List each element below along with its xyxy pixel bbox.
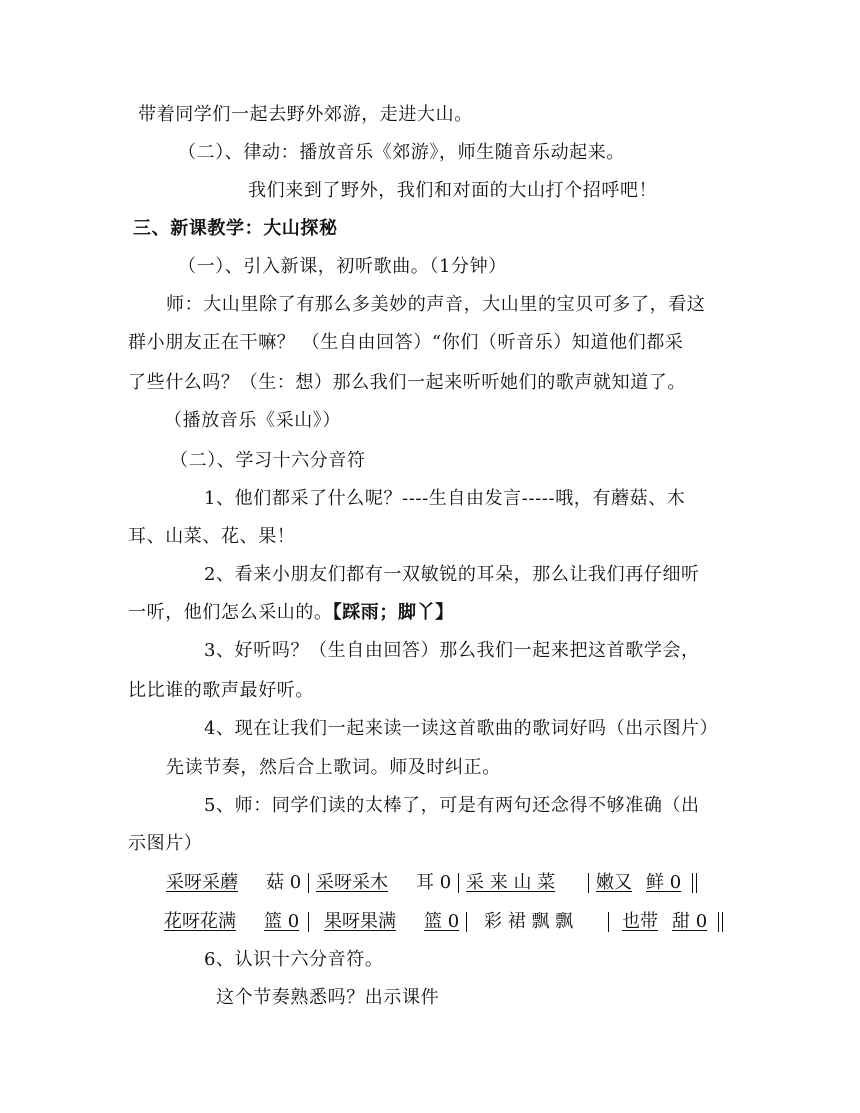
rhythm-note: 鲜 0: [646, 872, 682, 893]
double-bar-line: [692, 873, 697, 893]
bar-line: [608, 912, 609, 932]
text-line: 5、师：同学们读的太棒了，可是有两句还念得不够准确（出: [204, 795, 700, 816]
rhythm-group: 采呀采木: [316, 872, 388, 893]
double-bar-line: [718, 912, 723, 932]
bar-line: [466, 912, 467, 932]
section-heading: 三、新课教学：大山探秘: [133, 218, 338, 239]
rhythm-group: 采 来 山 菜: [466, 872, 556, 893]
text-line: 3、好听吗？（生自由回答）那么我们一起来把这首歌学会，: [204, 640, 700, 661]
text-line: 先读节奏，然后合上歌词。师及时纠正。: [166, 757, 501, 778]
text-line: 2、看来小朋友们都有一双敏锐的耳朵，那么让我们再仔细听: [204, 564, 700, 585]
rhythm-group: 彩 裙 飘 飘: [484, 911, 574, 932]
text-line: 师：大山里除了有那么多美妙的声音，大山里的宝贝可多了，看这: [166, 294, 706, 315]
text-line: （二）、律动：播放音乐《郊游》，师生随音乐动起来。: [178, 142, 625, 163]
rhythm-group: 花呀花满: [164, 911, 236, 932]
bracket-note: 【踩雨；脚丫】: [332, 602, 454, 623]
rhythm-group: 嫩又: [596, 872, 632, 893]
text-line: （二）、学习十六分音符: [170, 450, 366, 471]
rhythm-row-2: [160, 909, 740, 935]
text-line: 6、认识十六分音符。: [204, 949, 384, 970]
text-line: 比比谁的歌声最好听。: [128, 680, 314, 701]
text-line: （一）、引入新课，初听歌曲。（1分钟）: [178, 256, 507, 277]
text-line: 4、现在让我们一起来读一读这首歌曲的歌词好吗（出示图片）: [204, 718, 719, 739]
rhythm-note: 篮 0: [264, 911, 300, 932]
text-line: 这个节奏熟悉吗？出示课件: [216, 987, 440, 1008]
rhythm-group: 也带: [622, 911, 658, 932]
bar-line: [458, 873, 459, 893]
rhythm-note: 篮 0: [424, 911, 460, 932]
rhythm-group: 采呀采蘑: [166, 872, 238, 893]
text-line: 1、他们都采了什么呢？----生自由发言-----哦，有蘑菇、木: [204, 488, 686, 509]
text-span: 一听，他们怎么采山的。: [128, 602, 333, 623]
bar-line: [308, 873, 309, 893]
bar-line: [588, 873, 589, 893]
text-line: 带着同学们一起去野外郊游，走进大山。: [138, 104, 473, 125]
bar-line: [308, 912, 309, 932]
rhythm-note: 耳 0: [416, 872, 452, 893]
rhythm-group: 果呀果满: [324, 911, 396, 932]
text-line: [128, 602, 454, 624]
rhythm-note: 菇 0: [266, 872, 302, 893]
text-line: （播放音乐《采山》）: [164, 410, 341, 431]
text-line: 我们来到了野外，我们和对面的大山打个招呼吧！: [248, 180, 658, 201]
rhythm-row-1: [160, 870, 740, 896]
text-line: 了些什么吗？（生：想）那么我们一起来听听她们的歌声就知道了。: [128, 372, 686, 393]
text-line: 耳、山菜、花、果！: [128, 526, 296, 547]
text-line: 群小朋友正在干嘛？ （生自由回答）“你们（听音乐）知道他们都采: [128, 332, 684, 353]
text-line: 示图片）: [128, 833, 203, 854]
rhythm-note: 甜 0: [672, 911, 708, 932]
